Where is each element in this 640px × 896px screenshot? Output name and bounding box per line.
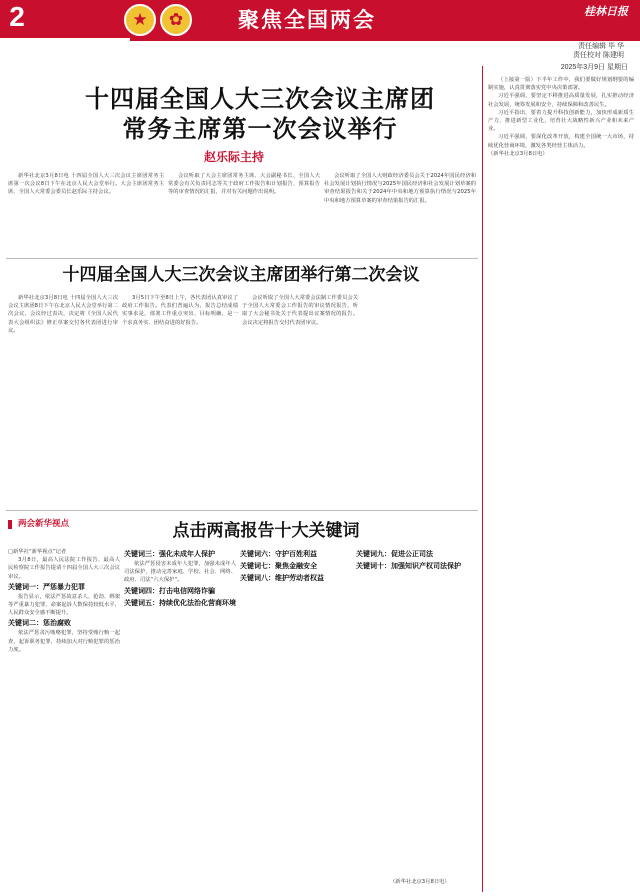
keyword-heading: 关键词四：打击电信网络诈骗: [124, 586, 215, 595]
article3-paragraph: 3月8日，最高人民法院工作报告、最高人民检察院工作报告提请十四届全国人大三次会议审议。: [8, 557, 120, 580]
newspaper-masthead: 桂林日报: [584, 5, 628, 18]
article1-paragraph: 会议听取了全国人大财政经济委员会关于2024年国民经济和社会发展计划执行情况与2025年国民经济和社会发展计划草案的审查结果报告和关于2024年中央和地方预算执行情况与2025年中央和地方预算草案的审查结果报告的汇报。: [324, 173, 476, 204]
proofreader-name: 陈建明: [603, 52, 624, 59]
page-header: [0, 0, 640, 71]
section-rule: [6, 510, 478, 511]
national-emblem-icon: ★: [124, 4, 156, 36]
editor-credits: [573, 42, 624, 60]
right-paragraph: （上接第一版）下半年工作中，我们要做好规划纲要的编制实施，认真贯彻落实党中央决策部署。: [488, 77, 634, 92]
article1-title-line1: 十四届全国人大三次会议主席团: [85, 85, 435, 113]
article3-source: （新华社北京3月8日电）: [390, 879, 450, 885]
article2-column-2: [122, 294, 238, 502]
article1-subtitle: 赵乐际主持: [204, 150, 265, 164]
article3-column-4: [356, 548, 476, 876]
article1-column-2: [168, 172, 320, 254]
section-title: 聚焦全国两会: [238, 7, 376, 32]
keyword-heading: 关键词七：聚焦金融安全: [240, 562, 317, 570]
right-column-continuation: [488, 76, 634, 888]
keyword-heading: 关键词六：守护百姓利益: [240, 550, 317, 558]
keyword-heading: 关键词三：强化未成年人保护: [124, 550, 215, 558]
column-tag: 两会新华视点: [8, 520, 69, 529]
article3-headline: 点击两高报告十大关键词: [172, 521, 360, 541]
article3-paragraph: 依法严惩贪污贿赂犯罪，坚持受贿行贿一起查，起诉职务犯罪，持续加大对行贿犯罪的惩治力度。: [8, 630, 120, 653]
article3-column-1: [8, 548, 120, 876]
right-paragraph: 习近平强调，要坚定不移推进高质量发展，扎实推动经济社会发展，统筹发展和安全，持续保障和改善民生。: [488, 93, 634, 108]
keyword-heading: 关键词一：严惩暴力犯罪: [8, 582, 85, 591]
article1-headline: [30, 84, 490, 144]
header-underline: [130, 38, 640, 41]
cppcc-emblem-icon: ✿: [160, 4, 192, 36]
article2-column-1: [8, 294, 118, 502]
keyword-heading: 关键词十：加强知识产权司法保护: [356, 562, 461, 570]
issue-date: 2025年3月9日 星期日: [560, 64, 628, 71]
keyword-heading: 关键词二：惩治腐败: [8, 619, 71, 628]
article3-paragraph: 报告显示，依法严惩故意杀人、抢劫、绑架等严重暴力犯罪，命案起诉人数保持较低水平，人民群众安全感不断提升。: [8, 593, 120, 617]
article1-paragraph: 会议听取了大会主席团常务主席、大会副秘书长、全国人大常委会有关负责同志等关于政府工作报告和计划报告、预算报告等的审查情况的汇报，并对有关问题作出说明。: [168, 173, 320, 196]
proofreader-label: 责任校对: [573, 52, 602, 59]
right-paragraph: 习近平指出，要着力提升科技创新能力，加快形成新质生产力，推进新型工业化，培育壮大战略性新兴产业和未来产业。: [488, 109, 634, 133]
article3-column-2: [124, 548, 236, 876]
editor-name: 毕 华: [608, 43, 624, 50]
article1-column-1: [8, 172, 164, 254]
article3-author: □新华社“新华视点”记者: [8, 549, 67, 555]
article3-paragraph: 依法严惩侵害未成年人犯罪，加强未成年人司法保护，推动完善家庭、学校、社会、网络、政府、司法“六大保护”。: [124, 561, 236, 584]
article2-paragraph: 3月5日下午至8日上午，各代表团认真审议了政府工作报告。代表们普遍认为，报告总结成绩实事求是，部署工作重点突出、目标明确，是一个求真务实、团结奋进的好报告。: [122, 295, 238, 326]
right-paragraph: 习近平强调，要深化改革开放，构建全国统一大市场，持续优化营商环境，激发各类经营主体活力。: [488, 134, 634, 149]
article1-title-line2: 常务主席第一次会议举行: [122, 115, 398, 143]
keyword-heading: 关键词八：维护劳动者权益: [240, 574, 324, 582]
article2-column-3: [242, 294, 358, 502]
keyword-heading: 关键词五：持续优化法治化营商环境: [124, 598, 236, 607]
article2-paragraph: 会议听取了全国人大常委会法制工作委员会关于全国人大常委会工作报告的审议情况报告，听取了大会秘书处关于代表提出议案情况的报告。会议决定将报告交付代表团审议。: [242, 295, 358, 326]
keyword-heading: 关键词九：促进公正司法: [356, 550, 433, 558]
article1-paragraph: 新华社北京3月8日电 十四届全国人大三次会议主席团常务主席第一次会议8日下午在北京人民大会堂举行。大会主席团常务主席、全国人大常委会委员长赵乐际主持会议。: [8, 173, 164, 196]
article3-column-3: [240, 548, 352, 876]
section-rule: [6, 258, 478, 259]
article2-paragraph: 新华社北京3月8日电 十四届全国人大三次会议主席团8日下午在北京人民大会堂举行第二次会议，会议经过表决，决定将《全国人民代表大会组织法》修正草案交付各代表团进行审议。: [8, 295, 118, 334]
article2-headline: 十四届全国人大三次会议主席团举行第二次会议: [62, 265, 420, 285]
right-column-source: （新华社北京3月8日电）: [488, 150, 548, 157]
page-number: 2: [9, 1, 25, 32]
article1-column-3: [324, 172, 476, 254]
editor-label: 责任编辑: [578, 43, 607, 50]
column-divider: [482, 66, 483, 892]
